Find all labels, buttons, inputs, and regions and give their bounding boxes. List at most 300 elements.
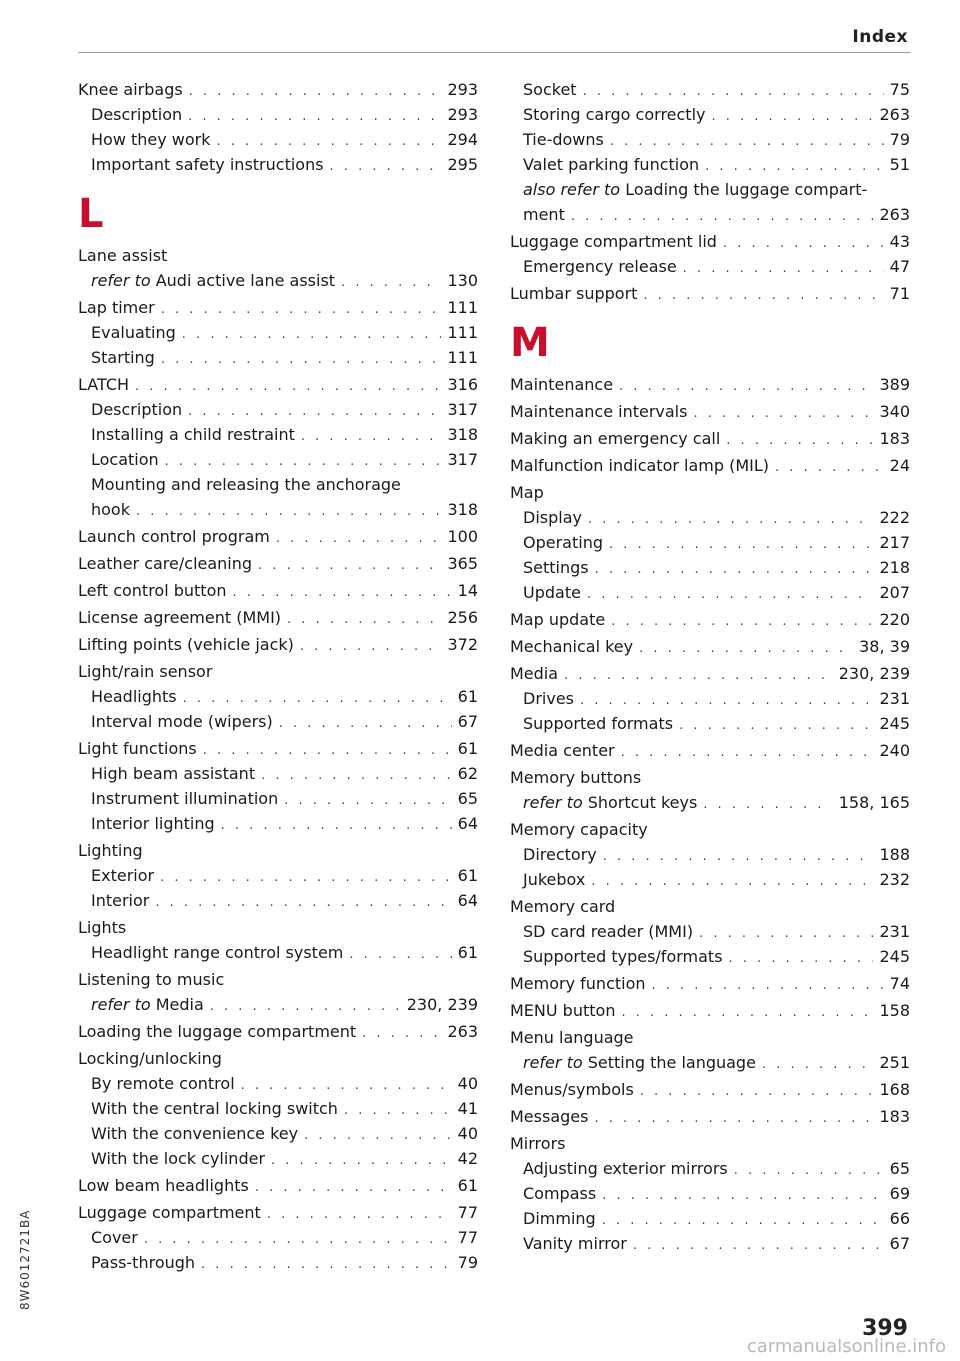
page-reference: 43 [889, 232, 910, 251]
cross-reference-label: refer to [91, 995, 151, 1014]
entry-label: SD card reader (MMI) [523, 922, 694, 941]
entry-label: Supported formats [523, 714, 674, 733]
page-reference: 230, 239 [838, 664, 910, 683]
page-reference: 245 [879, 947, 910, 966]
index-subentry [510, 1156, 910, 1181]
page-reference: 66 [889, 1209, 910, 1228]
index-subentry [78, 152, 478, 177]
dot-leader [564, 663, 833, 688]
entry-label: Memory function [510, 974, 646, 993]
index-entry [78, 967, 478, 992]
entry-label: Jukebox [523, 870, 586, 889]
dot-leader [640, 1079, 874, 1104]
entry-label: With the lock cylinder [91, 1149, 266, 1168]
index-entry [510, 738, 910, 763]
page-reference: 41 [457, 1099, 478, 1118]
page-reference: 67 [457, 712, 478, 731]
page-reference: 79 [889, 130, 910, 149]
page-reference: 130 [447, 271, 478, 290]
index-subentry [78, 786, 478, 811]
index-entry [78, 77, 478, 102]
index-subentry [510, 580, 910, 605]
page-reference: 14 [457, 581, 478, 600]
index-entry [78, 295, 478, 320]
dot-leader [762, 1052, 874, 1077]
index-subentry [510, 790, 910, 815]
index-entry [510, 372, 910, 397]
index-subentry [510, 102, 910, 127]
section-letter: M [510, 320, 550, 366]
dot-leader [233, 580, 452, 605]
page-reference: 207 [879, 583, 910, 602]
dot-leader [571, 204, 874, 229]
entry-label: Maintenance intervals [510, 402, 688, 421]
entry-label: Lap timer [78, 298, 155, 317]
entry-label: Map update [510, 610, 606, 629]
entry-text: Setting the language [587, 1053, 756, 1072]
dot-leader [203, 738, 452, 763]
index-entry [510, 971, 910, 996]
entry-label: Directory [523, 845, 597, 864]
entry-text: Loading the luggage compart- [625, 180, 868, 199]
page-reference: 51 [889, 155, 910, 174]
page-reference: 317 [447, 450, 478, 469]
cross-reference-label: refer to [91, 271, 151, 290]
page-reference: 62 [457, 764, 478, 783]
index-subentry [510, 555, 910, 580]
dot-leader [679, 713, 873, 738]
cross-reference-label: also refer to [523, 180, 621, 199]
entry-label: Messages [510, 1107, 589, 1126]
entry-label: Lifting points (vehicle jack) [78, 635, 294, 654]
page-reference: 111 [447, 323, 478, 342]
page-reference: 75 [889, 80, 910, 99]
index-entry [510, 817, 910, 842]
dot-leader [160, 865, 452, 890]
dot-leader [603, 844, 874, 869]
page-reference: 295 [447, 155, 478, 174]
document-code: 8W6012721BA [18, 1209, 32, 1310]
entry-label: Low beam headlights [78, 1176, 249, 1195]
page-reference: 183 [879, 429, 910, 448]
entry-label: Vanity mirror [523, 1234, 627, 1253]
entry-label: Light functions [78, 739, 197, 758]
dot-leader [267, 1202, 452, 1227]
page-reference: 64 [457, 814, 478, 833]
page-reference: 316 [447, 375, 478, 394]
page-reference: 65 [457, 789, 478, 808]
index-entry [510, 229, 910, 254]
dot-leader [652, 973, 884, 998]
index-subentry [78, 397, 478, 422]
page-number: 399 [862, 1316, 908, 1341]
entry-label: Lighting [78, 841, 143, 860]
index-column-left [78, 77, 478, 1275]
page-reference: 263 [879, 205, 910, 224]
entry-label: Knee airbags [78, 80, 183, 99]
entry-label: hook [91, 500, 130, 519]
dot-leader [136, 499, 441, 524]
page-reference: 38, 39 [859, 637, 910, 656]
entry-label: Dimming [523, 1209, 596, 1228]
index-subentry [78, 1250, 478, 1275]
page-reference: 69 [889, 1184, 910, 1203]
entry-label: Emergency release [523, 257, 677, 276]
index-subentry [78, 1225, 478, 1250]
index-entry [78, 1173, 478, 1198]
entry-label: MENU button [510, 1001, 616, 1020]
page-reference: 61 [457, 866, 478, 885]
entry-label [523, 790, 697, 815]
index-subentry [78, 102, 478, 127]
dot-leader [610, 129, 884, 154]
index-subentry [510, 919, 910, 944]
index-entry [510, 894, 910, 919]
entry-label: Loading the luggage compartment [78, 1022, 357, 1041]
index-subentry [510, 177, 910, 202]
index-entry [510, 998, 910, 1023]
entry-label: With the central locking switch [91, 1099, 338, 1118]
dot-leader [619, 374, 873, 399]
page-reference: 158 [879, 1001, 910, 1020]
entry-label: Drives [523, 689, 574, 708]
dot-leader [135, 374, 441, 399]
index-subentry [78, 1071, 478, 1096]
index-entry [78, 551, 478, 576]
entry-label: Media center [510, 741, 615, 760]
index-entry [78, 1046, 478, 1071]
dot-leader [258, 553, 441, 578]
page-reference: 217 [879, 533, 910, 552]
index-entry [510, 426, 910, 451]
index-entry [78, 838, 478, 863]
dot-leader [189, 79, 442, 104]
header-divider [78, 52, 910, 53]
dot-leader [284, 788, 451, 813]
entry-label: Starting [91, 348, 155, 367]
index-subentry [510, 1206, 910, 1231]
page-reference: 318 [447, 500, 478, 519]
index-entry [510, 1131, 910, 1156]
entry-label: Instrument illumination [91, 789, 279, 808]
page-reference: 231 [879, 689, 910, 708]
index-subentry [510, 711, 910, 736]
page-reference: 372 [447, 635, 478, 654]
entry-label: Memory buttons [510, 768, 642, 787]
index-subentry [510, 1181, 910, 1206]
index-subentry [78, 940, 478, 965]
dot-leader [639, 636, 853, 661]
dot-leader [165, 449, 442, 474]
index-entry [78, 1200, 478, 1225]
index-subentry [78, 811, 478, 836]
index-subentry [78, 863, 478, 888]
index-subentry [510, 152, 910, 177]
index-entry [510, 480, 910, 505]
index-subentry [78, 127, 478, 152]
entry-label: Leather care/cleaning [78, 554, 253, 573]
index-column-right [510, 77, 910, 1256]
dot-leader [693, 401, 873, 426]
dot-leader [144, 1227, 452, 1252]
entry-label: Lane assist [78, 246, 168, 265]
entry-label: Pass-through [91, 1253, 196, 1272]
index-entry [78, 372, 478, 397]
entry-label: Supported types/formats [523, 947, 723, 966]
entry-label: Cover [91, 1228, 138, 1247]
entry-label: Interval mode (wipers) [91, 712, 273, 731]
page-reference: 220 [879, 610, 910, 629]
page-reference: 24 [889, 456, 910, 475]
entry-label: Compass [523, 1184, 597, 1203]
page-reference: 294 [447, 130, 478, 149]
index-subentry [78, 497, 478, 522]
index-entry [510, 765, 910, 790]
index-entry [78, 736, 478, 761]
dot-leader [183, 686, 452, 711]
entry-label: Making an emergency call [510, 429, 721, 448]
dot-leader [726, 428, 873, 453]
page-reference: 77 [457, 1203, 478, 1222]
dot-leader [304, 1123, 452, 1148]
dot-leader [287, 607, 441, 632]
index-subentry [510, 530, 910, 555]
entry-label: Valet parking function [523, 155, 700, 174]
index-subentry [510, 944, 910, 969]
dot-leader [580, 688, 873, 713]
entry-label: ment [523, 205, 565, 224]
entry-label [91, 268, 335, 293]
index-entry [78, 605, 478, 630]
entry-text: Audi active lane assist [155, 271, 336, 290]
page-reference: 111 [447, 348, 478, 367]
page-reference: 40 [457, 1074, 478, 1093]
dot-leader [699, 921, 873, 946]
index-subentry [78, 992, 478, 1017]
page-reference: 67 [889, 1234, 910, 1253]
page-reference: 389 [879, 375, 910, 394]
entry-label: High beam assistant [91, 764, 256, 783]
page-reference: 40 [457, 1124, 478, 1143]
dot-leader [643, 283, 883, 308]
entry-label: Mirrors [510, 1134, 566, 1153]
entry-label: Left control button [78, 581, 227, 600]
page-reference: 61 [457, 687, 478, 706]
dot-leader [300, 634, 442, 659]
dot-leader [621, 1000, 873, 1025]
dot-leader [188, 399, 441, 424]
entry-label: Memory card [510, 897, 616, 916]
entry-label: Menus/symbols [510, 1080, 634, 1099]
entry-label: Settings [523, 558, 589, 577]
page-reference: 365 [447, 554, 478, 573]
entry-label: LATCH [78, 375, 130, 394]
entry-label: Light/rain sensor [78, 662, 213, 681]
entry-label: Installing a child restraint [91, 425, 295, 444]
page-reference: 293 [447, 105, 478, 124]
dot-leader [587, 582, 874, 607]
dot-leader [271, 1148, 452, 1173]
entry-text: Shortcut keys [587, 793, 698, 812]
entry-label: Mounting and releasing the anchorage [91, 475, 401, 494]
dot-leader [344, 1098, 452, 1123]
page-reference: 263 [879, 105, 910, 124]
watermark: carmanualsonline.info [746, 1336, 946, 1357]
entry-label: Socket [523, 80, 577, 99]
dot-leader [595, 557, 874, 582]
page-reference: 183 [879, 1107, 910, 1126]
index-subentry [78, 268, 478, 293]
page-reference: 240 [879, 741, 910, 760]
entry-label: Interior lighting [91, 814, 215, 833]
page-reference: 47 [889, 257, 910, 276]
index-subentry [510, 77, 910, 102]
index-subentry [510, 1050, 910, 1075]
index-subentry [78, 447, 478, 472]
dot-leader [201, 1252, 452, 1277]
page-reference: 218 [879, 558, 910, 577]
entry-label: Interior [91, 891, 150, 910]
page-reference: 222 [879, 508, 910, 527]
page-reference: 158, 165 [838, 793, 910, 812]
dot-leader [155, 890, 451, 915]
entry-label [523, 177, 867, 202]
dot-leader [161, 297, 442, 322]
index-subentry [78, 1146, 478, 1171]
dot-leader [611, 609, 873, 634]
page-header-title: Index [852, 27, 908, 47]
page-reference: 71 [889, 284, 910, 303]
index-subentry [510, 505, 910, 530]
entry-label: Operating [523, 533, 603, 552]
entry-label: Description [91, 400, 183, 419]
entry-label [523, 1050, 756, 1075]
entry-label: Lights [78, 918, 127, 937]
dot-leader [633, 1233, 884, 1258]
dot-leader [182, 322, 442, 347]
page-reference: 188 [879, 845, 910, 864]
dot-leader [683, 256, 884, 281]
entry-label: Adjusting exterior mirrors [523, 1159, 728, 1178]
index-subentry [510, 1231, 910, 1256]
dot-leader [775, 455, 884, 480]
index-entry [510, 607, 910, 632]
entry-label: Map [510, 483, 544, 502]
section-letter: L [78, 191, 104, 237]
page-reference: 61 [457, 1176, 478, 1195]
entry-label: Headlight range control system [91, 943, 344, 962]
index-subentry [510, 842, 910, 867]
page-reference: 111 [447, 298, 478, 317]
index-entry [78, 915, 478, 940]
page-reference: 61 [457, 943, 478, 962]
index-subentry [78, 684, 478, 709]
index-entry [510, 1077, 910, 1102]
index-subentry [78, 345, 478, 370]
index-subentry [78, 472, 478, 497]
dot-leader [594, 1106, 873, 1131]
dot-leader [729, 946, 874, 971]
index-entry [78, 659, 478, 684]
dot-leader [255, 1175, 452, 1200]
entry-label: Media [510, 664, 559, 683]
entry-label: With the convenience key [91, 1124, 299, 1143]
page-reference: 340 [879, 402, 910, 421]
index-entry [510, 453, 910, 478]
dot-leader [609, 532, 873, 557]
entry-label: Evaluating [91, 323, 176, 342]
dot-leader [261, 763, 452, 788]
index-entry [78, 243, 478, 268]
dot-leader [221, 813, 452, 838]
page-reference: 263 [447, 1022, 478, 1041]
entry-label: Luggage compartment lid [510, 232, 717, 251]
dot-leader [210, 994, 401, 1019]
dot-leader [712, 104, 874, 129]
page-reference: 251 [879, 1053, 910, 1072]
entry-text: Media [155, 995, 204, 1014]
entry-label: License agreement (MMI) [78, 608, 282, 627]
entry-label: Tie-downs [523, 130, 604, 149]
page-reference: 293 [447, 80, 478, 99]
page-reference: 245 [879, 714, 910, 733]
page-reference: 168 [879, 1080, 910, 1099]
page-reference: 232 [879, 870, 910, 889]
entry-label: Maintenance [510, 375, 614, 394]
cross-reference-label: refer to [523, 1053, 583, 1072]
entry-label: Description [91, 105, 183, 124]
index-subentry [78, 422, 478, 447]
page-reference: 79 [457, 1253, 478, 1272]
index-subentry [78, 320, 478, 345]
page-reference: 42 [457, 1149, 478, 1168]
index-entry [78, 578, 478, 603]
index-subentry [78, 888, 478, 913]
cross-reference-label: refer to [523, 793, 583, 812]
entry-label: Display [523, 508, 582, 527]
entry-label: Luggage compartment [78, 1203, 261, 1222]
index-entry [78, 632, 478, 657]
index-subentry [78, 709, 478, 734]
entry-label: How they work [91, 130, 211, 149]
index-subentry [78, 1121, 478, 1146]
page-reference: 77 [457, 1228, 478, 1247]
page-reference: 231 [879, 922, 910, 941]
index-subentry [78, 761, 478, 786]
entry-label: Launch control program [78, 527, 270, 546]
entry-label: Malfunction indicator lamp (MIL) [510, 456, 770, 475]
dot-leader [703, 792, 832, 817]
dot-leader [349, 942, 451, 967]
index-entry [510, 661, 910, 686]
page-reference: 64 [457, 891, 478, 910]
entry-label: Lumbar support [510, 284, 638, 303]
dot-leader [301, 424, 442, 449]
dot-leader [723, 231, 884, 256]
dot-leader [276, 526, 442, 551]
page-reference: 256 [447, 608, 478, 627]
dot-leader [279, 711, 452, 736]
entry-label: Locking/unlocking [78, 1049, 222, 1068]
dot-leader [602, 1183, 883, 1208]
dot-leader [217, 129, 442, 154]
index-subentry [510, 127, 910, 152]
entry-label: By remote control [91, 1074, 235, 1093]
dot-leader [341, 270, 441, 295]
entry-label: Memory capacity [510, 820, 648, 839]
dot-leader [583, 79, 884, 104]
entry-label: Headlights [91, 687, 177, 706]
